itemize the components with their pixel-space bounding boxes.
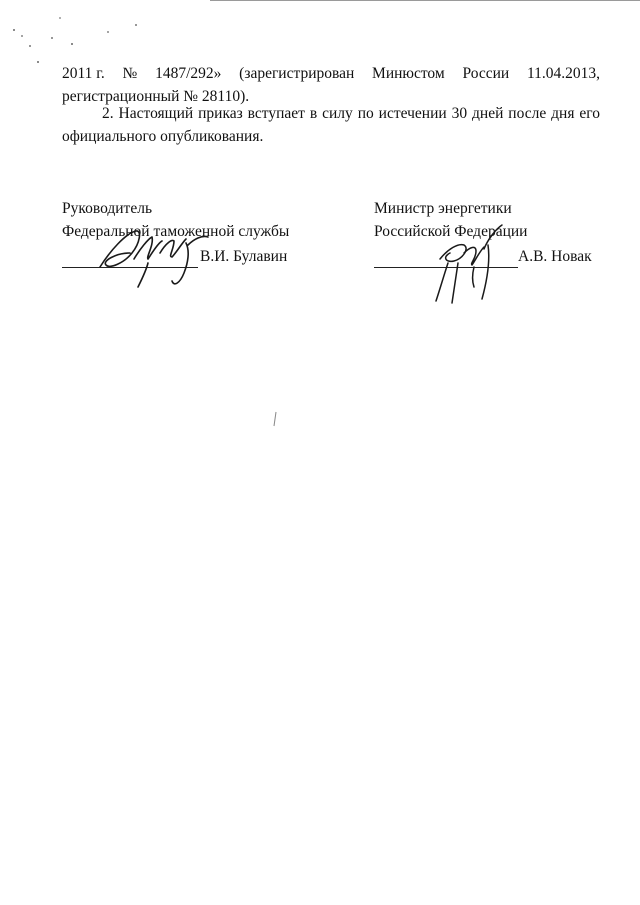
text-fragment: 2011 г. (62, 65, 105, 82)
signatory-right-signature-row (374, 243, 614, 303)
signatory-right-title-line-1: Министр энергетики (374, 200, 512, 217)
text-fragment: России (462, 65, 510, 82)
signatory-left-name: В.И. Булавин (200, 248, 288, 265)
paragraph-1-line-1 (62, 62, 600, 85)
signatory-left-title-line-1: Руководитель (62, 200, 153, 217)
signature-right-image (418, 219, 528, 309)
signatory-left-signature-row (62, 243, 322, 303)
scan-top-edge (210, 0, 640, 1)
paragraph-1-line-2: регистрационный № 28110). (62, 88, 250, 105)
signatory-right-title-line-2: Российской Федерации (374, 223, 528, 240)
text-fragment: 1487/292» (155, 65, 222, 82)
text-fragment: Минюстом (372, 65, 445, 82)
paragraph-2: 2. Настоящий приказ вступает в силу по истечении 30 дней после дня его официального опубликования. (62, 105, 600, 145)
signatory-right (374, 197, 614, 303)
signatory-left (62, 197, 322, 303)
text-fragment: (зарегистрирован (239, 65, 355, 82)
scan-stray-mark (270, 410, 280, 430)
signatory-right-name: А.В. Новак (518, 248, 592, 265)
text-fragment: № (122, 65, 138, 82)
signatory-left-title-line-2: Федеральной таможенной службы (62, 223, 290, 240)
text-fragment: 11.04.2013, (526, 65, 600, 82)
